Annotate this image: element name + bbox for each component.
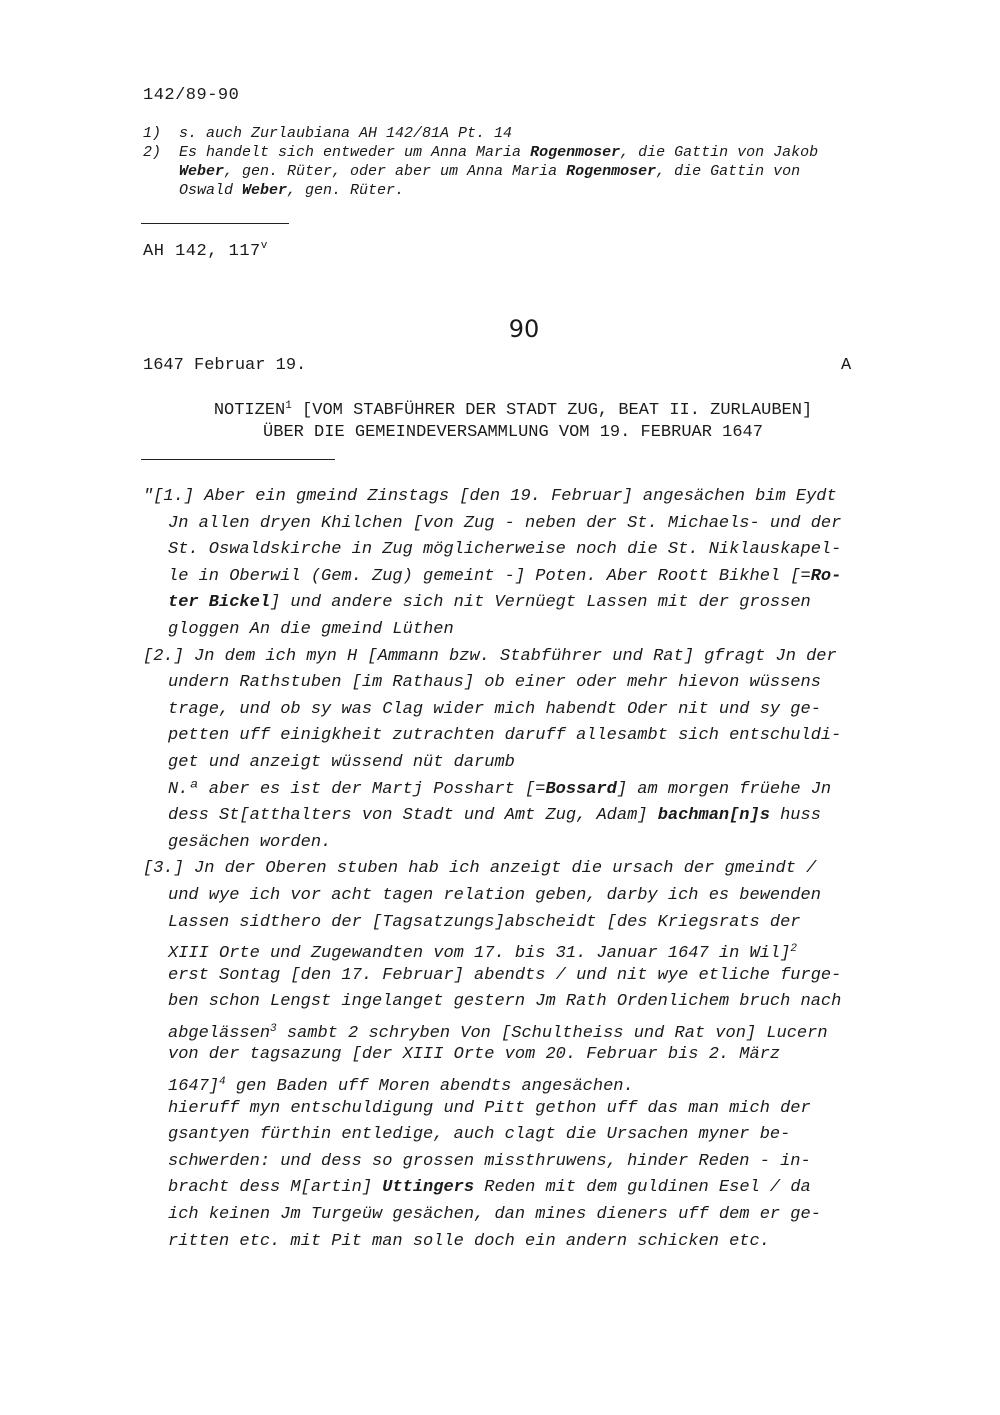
body-line: ich keinen Jm Turgeüw gesächen, dan mines dieners uff dem er ge- bbox=[168, 1205, 821, 1225]
body-line bbox=[143, 1175, 923, 1202]
body-line bbox=[143, 803, 923, 830]
title-divider bbox=[141, 459, 335, 460]
document-number: 90 bbox=[508, 315, 540, 343]
footnote-text: Es handelt sich entweder um Anna Maria bbox=[179, 144, 531, 161]
footnote-text: , gen. Rüter. bbox=[287, 182, 405, 199]
footnote-name: Weber bbox=[179, 163, 225, 180]
body-line: schwerden: und dess so grossen missthruwens, hinder Reden - in- bbox=[168, 1151, 811, 1171]
body-line: trage, und ob sy was Clag wider mich habendt Oder nit und sy ge- bbox=[168, 699, 821, 719]
body-text: ] am morgen früehe Jn bbox=[616, 779, 832, 799]
footnote-name: Weber bbox=[242, 182, 288, 199]
footnote-text: s. auch Zurlaubiana AH 142/81A Pt. 14 bbox=[179, 125, 513, 142]
body-line: und wye ich vor acht tagen relation geben, darby ich es bewenden bbox=[168, 885, 821, 905]
transcription-body bbox=[143, 484, 923, 1255]
footnote-number: 2) bbox=[143, 144, 162, 161]
document-title bbox=[143, 395, 883, 444]
footnote-marker: 2 bbox=[790, 943, 797, 956]
title-text: [VOM STABFÜHRER DER STADT ZUG, BEAT II. ZURLAUBEN] bbox=[291, 401, 813, 420]
body-text: bracht dess M[artin] bbox=[168, 1178, 383, 1198]
body-line bbox=[143, 936, 923, 963]
body-line: hieruff myn entschuldigung und Pitt gethon uff das man mich der bbox=[168, 1098, 811, 1118]
footnote-text: , die Gattin von Jakob bbox=[620, 144, 819, 161]
body-line: ritten etc. mit Pit man solle doch ein andern schicken etc. bbox=[168, 1231, 770, 1251]
footnote-text: , gen. Rüter, oder aber um Anna Maria bbox=[224, 163, 567, 180]
body-text: Reden mit dem guldinen Esel / da bbox=[474, 1178, 811, 1198]
body-text: ] und andere sich nit Vernüegt Lassen mit der grossen bbox=[270, 593, 811, 613]
body-line bbox=[143, 590, 923, 617]
body-line: gesächen worden. bbox=[168, 832, 332, 852]
footnote-2 bbox=[143, 143, 818, 200]
body-line bbox=[143, 777, 923, 804]
body-text: abgelässen bbox=[168, 1023, 271, 1043]
body-line bbox=[143, 1069, 923, 1096]
body-line: undern Rathstuben [im Rathaus] ob einer oder mehr hievon wüssens bbox=[168, 673, 821, 693]
body-line: petten uff einigkheit zutrachten daruff allesambt sich entschuldi- bbox=[168, 726, 842, 746]
archive-reference: 142/89-90 bbox=[143, 86, 240, 105]
footnote-text: , die Gattin von bbox=[656, 163, 801, 180]
source-reference-text: AH 142, 117 bbox=[143, 242, 261, 261]
title-line-2: ÜBER DIE GEMEINDEVERSAMMLUNG VOM 19. FEBRUAR 1647 bbox=[263, 423, 763, 442]
body-text: 1647] bbox=[168, 1077, 220, 1097]
footnote-name: Rogenmoser bbox=[530, 144, 621, 161]
title-text: NOTIZEN bbox=[213, 401, 286, 420]
body-line: gloggen An die gmeind Lüthen bbox=[168, 619, 454, 639]
body-name: bachman[n]s bbox=[657, 806, 770, 826]
folio-verso-marker: v bbox=[260, 240, 268, 252]
body-text: le in Oberwil (Gem. Zug) gemeint -] Poten. Aber Roott Bikhel [= bbox=[168, 566, 811, 586]
title-line-1 bbox=[143, 395, 883, 422]
body-name: Ro- bbox=[810, 566, 842, 586]
body-line: "[1.] Aber ein gmeind Zinstags [den 19. Februar] angesächen bim Eydt bbox=[143, 487, 837, 506]
body-line bbox=[143, 1016, 923, 1043]
footnote-1 bbox=[143, 124, 512, 143]
body-name: Bossard bbox=[545, 779, 617, 799]
footnote-marker: 3 bbox=[270, 1022, 277, 1035]
title-footnote-marker: 1 bbox=[285, 400, 292, 412]
body-text: sambt 2 schryben Von [Schultheiss und Rat von] Lucern bbox=[276, 1023, 828, 1043]
footnote-number: 1) bbox=[143, 125, 162, 142]
document-date: 1647 Februar 19. bbox=[143, 356, 307, 375]
body-line: ben schon Lengst ingelanget gestern Jm Rath Ordenlichem bruch nach bbox=[168, 992, 842, 1012]
body-line: erst Sontag [den 17. Februar] abendts / und nit wye etliche furge- bbox=[168, 965, 842, 985]
body-name: Uttingers bbox=[382, 1178, 475, 1198]
body-text: XIII Orte und Zugewandten vom 17. bis 31. Januar 1647 in Wil] bbox=[168, 944, 791, 964]
source-reference bbox=[143, 240, 268, 261]
body-line: [2.] Jn dem ich myn H [Ammann bzw. Stabführer und Rat] gfragt Jn der bbox=[143, 646, 837, 666]
document-letter: A bbox=[841, 356, 852, 375]
body-text: dess St[atthalters von Stadt und Amt Zug, Adam] bbox=[168, 806, 658, 826]
body-text: N.ª aber es ist der Martj Posshart [= bbox=[168, 779, 546, 799]
body-line: gsantyen fürthin entledige, auch clagt die Ursachen myner be- bbox=[168, 1125, 791, 1145]
body-text: huss bbox=[769, 806, 821, 826]
footnote-divider bbox=[141, 223, 289, 224]
body-line: [3.] Jn der Oberen stuben hab ich anzeigt die ursach der gmeindt / bbox=[143, 859, 817, 879]
body-line: St. Oswaldskirche in Zug möglicherweise noch die St. Niklauskapel- bbox=[168, 540, 842, 560]
body-line: get und anzeigt wüssend nüt darumb bbox=[168, 752, 515, 772]
body-line bbox=[143, 564, 923, 591]
body-text: gen Baden uff Moren abendts angesächen. bbox=[225, 1077, 634, 1097]
body-line: von der tagsazung [der XIII Orte vom 20. Februar bis 2. März bbox=[168, 1045, 781, 1065]
footnote-marker: 4 bbox=[219, 1076, 226, 1089]
footnote-name: Rogenmoser bbox=[566, 163, 657, 180]
body-line: Lassen sidthero der [Tagsatzungs]abscheidt [des Kriegsrats der bbox=[168, 912, 801, 932]
body-line: Jn allen dryen Khilchen [von Zug - neben der St. Michaels- und der bbox=[168, 513, 842, 533]
footnote-text: Oswald bbox=[179, 182, 243, 199]
body-name: ter Bickel bbox=[168, 593, 271, 613]
